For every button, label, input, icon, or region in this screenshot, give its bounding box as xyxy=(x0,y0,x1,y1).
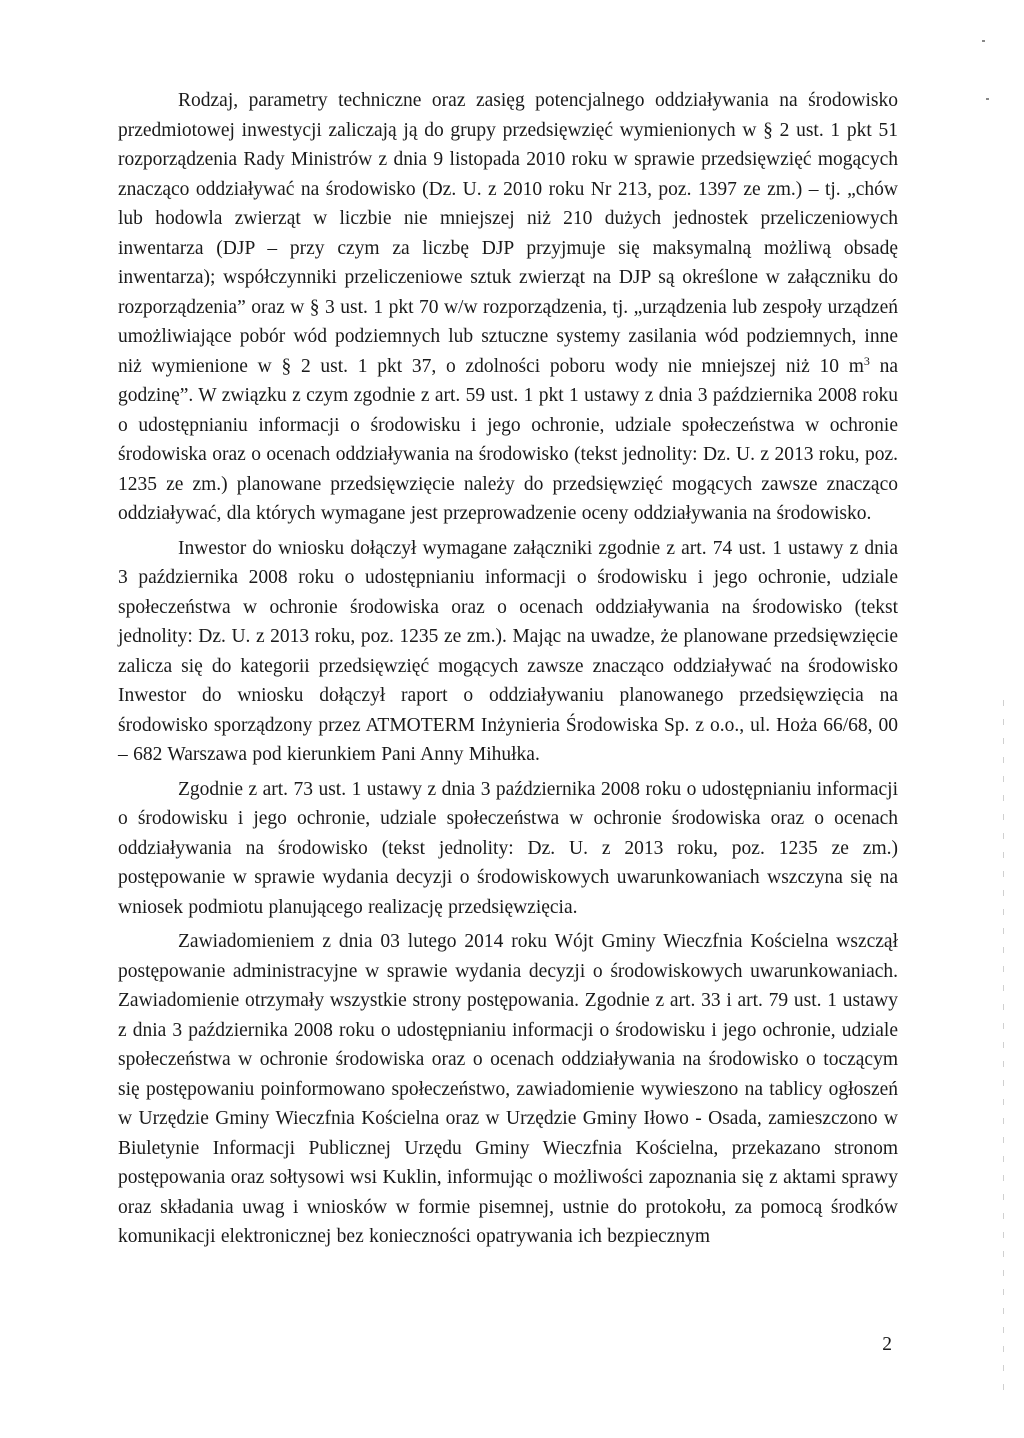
scan-edge-mark xyxy=(1003,700,1004,1400)
paragraph-notification: Zawiadomieniem z dnia 03 lutego 2014 roku Wójt Gminy Wieczfnia Kościelna wszczął postępowanie administracyjne w sprawie wydania decyzji o środowiskowych uwarunkowaniach. Zawiadomienie otrzymały wszystkie strony postępowania. Zgodnie z art. 33 i art. 79 ust. 1 ustawy z dnia 3 października 2008 roku o udostępnianiu informacji o środowisku i jego ochronie, udziale społeczeństwa w ochronie środowiska oraz o ocenach oddziaływania na środowisko o toczącym się postępowaniu poinformowano społeczeństwo, zawiadomienie wywieszono na tablicy ogłoszeń w Urzędzie Gminy Wieczfnia Kościelna oraz w Urzędzie Gminy Iłowo - Osada, zamieszczono w Biuletynie Informacji Publicznej Urzędu Gminy Wieczfnia Kościelna, przekazano stronom postępowania oraz sołtysowi wsi Kuklin, informując o możliwości zapoznania się z aktami sprawy oraz składania uwag i wniosków w formie pisemnej, ustnie do protokołu, za pomocą środków komunikacji elektronicznej bez konieczności opatrywania ich bezpiecznym xyxy=(118,931,898,1247)
paragraph-text: Rodzaj, parametry techniczne oraz zasięg potencjalnego oddziaływania na środowisko przedmiotowej inwestycji zaliczają ją do grupy przedsięwzięć wymienionych w § 2 ust. 1 pkt 51 rozporządzenia Rady Ministrów z dnia 9 listopada 2010 roku w sprawie przedsięwzięć mogących znacząco oddziaływać na środowisko (Dz. U. z 2010 roku Nr 213, poz. 1397 ze zm.) – tj. „chów lub hodowla zwierząt w liczbie nie mniejszej niż 210 dużych jednostek przeliczeniowych inwentarza (DJP – przy czym za liczbę DJP przyjmuje się maksymalną możliwą obsadę inwentarza); współczynniki przeliczeniowe sztuk zwierząt na DJP są określone w załączniku do rozporządzenia” oraz w § 3 ust. 1 pkt 70 w/w rozporządzenia, tj. „urządzenia lub zespoły urządzeń umożliwiające pobór wód podziemnych lub sztuczne systemy zasilania wód podziemnych, inne niż wymienione w § 2 ust. 1 pkt 37, o zdolności poboru wody nie mniejszej niż 10 m xyxy=(118,90,898,377)
paragraph-investor-attachments: Inwestor do wniosku dołączył wymagane załączniki zgodnie z art. 74 ust. 1 ustawy z dnia 3 października 2008 roku o udostępnianiu informacji o środowisku i jego ochronie, udziale społeczeństwa w ochronie środowiska oraz o ocenach oddziaływania na środowisko (tekst jednolity: Dz. U. z 2013 roku, poz. 1235 ze zm.). Mając na uwadze, że planowane przedsięwzięcie zalicza się do kategorii przedsięwzięć mogących zawsze znacząco oddziaływać na środowisko Inwestor do wniosku dołączył raport o oddziaływaniu planowanego przedsięwzięcia na środowisko sporządzony przez ATMOTERM Inżynieria Środowiska Sp. z o.o., ul. Hoża 66/68, 00 – 682 Warszawa pod kierunkiem Pani Anny Mihułka. xyxy=(118,537,898,765)
paragraph-project-classification xyxy=(118,86,898,529)
page-number: 2 xyxy=(882,1334,892,1355)
scan-speck xyxy=(986,98,989,100)
document-body xyxy=(118,86,898,1252)
paragraph-text-continuation: na godzinę”. W związku z czym zgodnie z art. 59 ust. 1 pkt 1 ustawy z dnia 3 października 2008 roku o udostępnianiu informacji o środowisku i jego ochronie, udziale społeczeństwa w ochronie środowiska oraz o ocenach oddziaływania na środowisko (tekst jednolity: Dz. U. z 2013 roku, poz. 1235 ze zm.) planowane przedsięwzięcie należy do przedsięwzięć mogących zawsze znacząco oddziaływać, dla których wymagane jest przeprowadzenie oceny oddziaływania na środowisko. xyxy=(118,355,899,524)
superscript: 3 xyxy=(863,353,870,368)
scan-speck xyxy=(982,40,985,42)
paragraph-proceedings-initiation: Zgodnie z art. 73 ust. 1 ustawy z dnia 3 października 2008 roku o udostępnianiu informacji o środowisku i jego ochronie, udziale społeczeństwa w ochronie środowiska oraz o ocenach oddziaływania na środowisko (tekst jednolity: Dz. U. z 2013 roku, poz. 1235 ze zm.) postępowanie w sprawie wydania decyzji o środowiskowych uwarunkowaniach wszczyna się na wniosek podmiotu planującego realizację przedsięwzięcia. xyxy=(118,778,898,918)
